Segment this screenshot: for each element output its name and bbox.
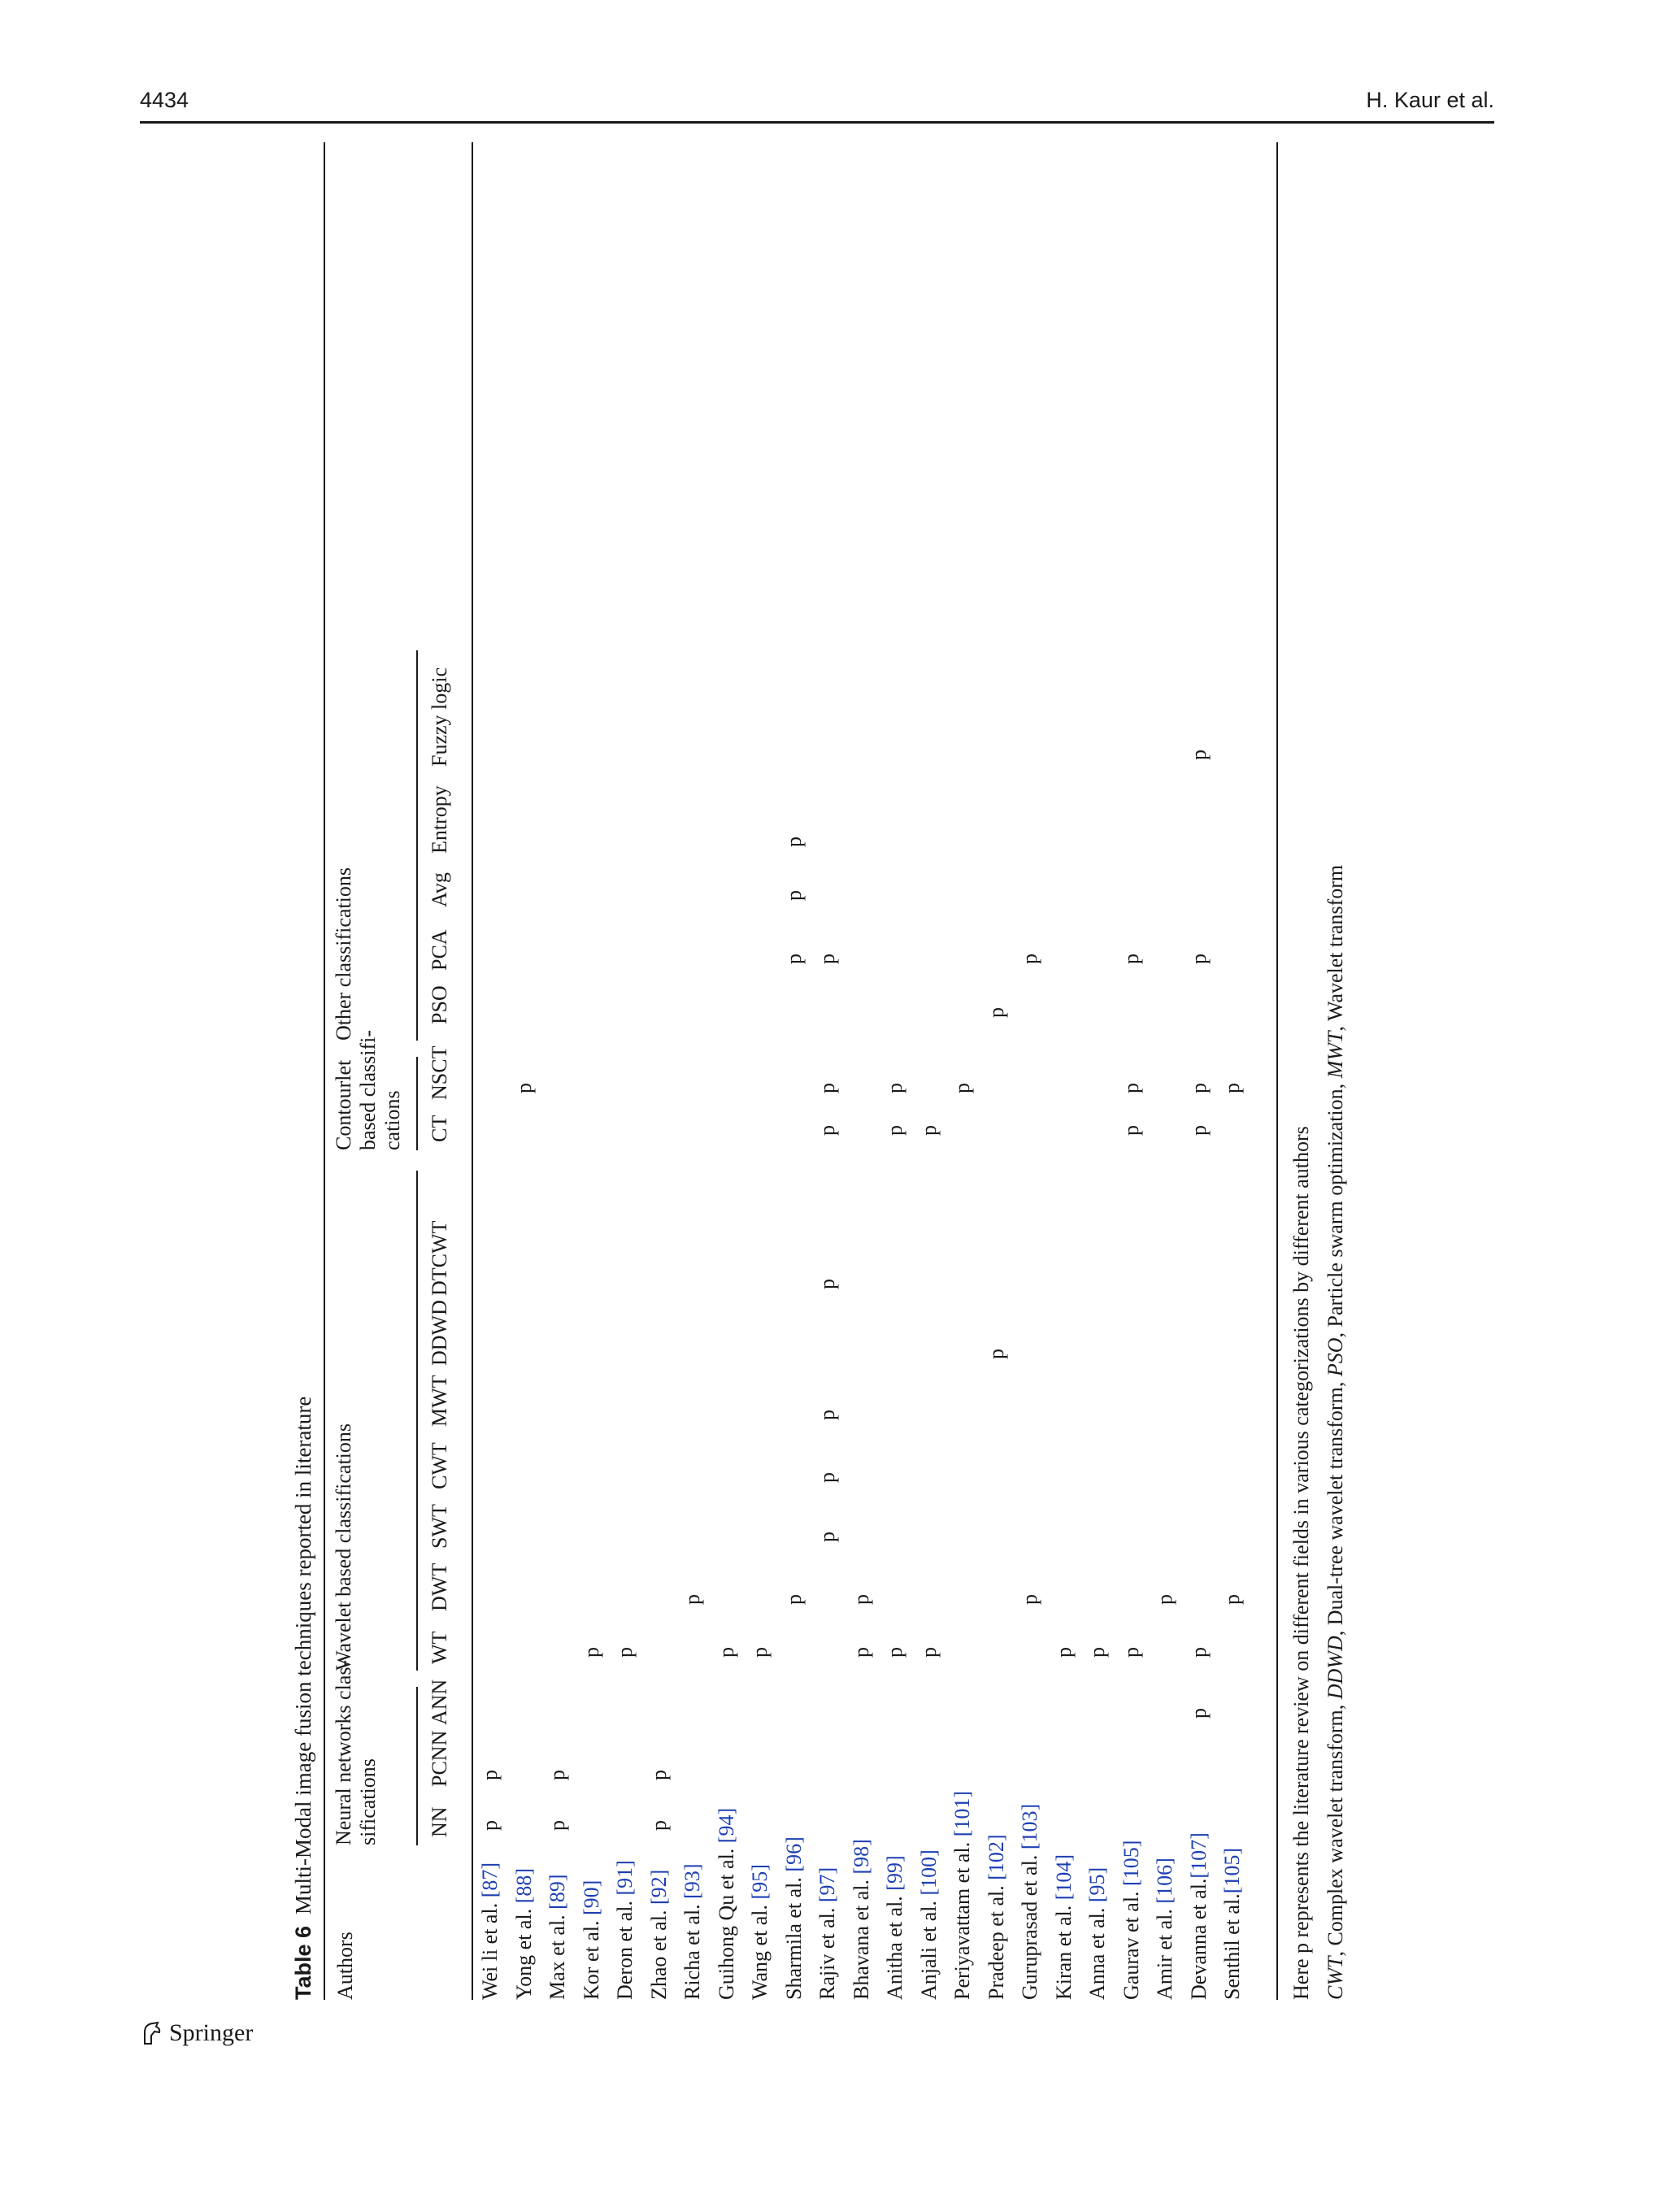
column-header-wt: WT (428, 1631, 451, 1664)
citation-link[interactable]: [89] (546, 1874, 569, 1910)
table-label: Table 6 (291, 1925, 315, 2000)
header-rule (140, 121, 1494, 124)
table-cell-mark: p (815, 1083, 839, 1093)
column-group-header (332, 867, 356, 1041)
table-cell-mark: p (849, 1647, 873, 1658)
column-header-entropy: Entropy (428, 785, 451, 854)
citation-link[interactable]: [104] (1051, 1853, 1076, 1901)
column-header-cwt: CWT (428, 1442, 451, 1489)
table-cell-mark: p (1186, 1647, 1211, 1658)
table-cell-mark: p (1119, 1125, 1143, 1136)
citation-link[interactable]: [100] (916, 1849, 941, 1896)
column-group-title-line: Neural networks clas- (332, 1659, 355, 1845)
column-group-rule (416, 650, 418, 1041)
citation-link[interactable]: [102] (984, 1834, 1008, 1880)
author-name: Wang et al. (748, 1899, 772, 2000)
author-name: Richa et al. (680, 1898, 704, 2000)
publisher-name: Springer (169, 2019, 254, 2046)
abbreviation-definition: , Particle swarm optimization, (1324, 1078, 1347, 1338)
column-header-mwt: MWT (428, 1375, 451, 1427)
table-note: Here p represents the literature review on different fields in various categorizations by different authors (1289, 1126, 1313, 2000)
table-cell-mark: p (646, 1770, 671, 1780)
column-group-title-line: Contourlet (332, 1059, 355, 1150)
citation-link[interactable]: [91] (613, 1860, 637, 1896)
table-row-author (883, 1855, 907, 2000)
author-name: Zhao et al. (646, 1905, 671, 2000)
author-name: Pradeep et al. (984, 1880, 1008, 2000)
table-cell-mark: p (1186, 1083, 1211, 1093)
column-header-nsct: NSCT (428, 1045, 451, 1100)
citation-link[interactable]: [96] (781, 1836, 806, 1872)
table-abbreviations (1324, 865, 1348, 2000)
table-row-author (1187, 1832, 1211, 2000)
table-cell-mark: p (646, 1820, 671, 1831)
table-row-author (782, 1836, 806, 2000)
running-authors: H. Kaur et al. (1366, 88, 1494, 112)
author-name: Anjali et al. (916, 1895, 941, 2000)
table-row-author (647, 1870, 672, 2000)
column-header-fuzzy-logic: Fuzzy logic (428, 667, 451, 767)
table-cell-mark: p (815, 1410, 839, 1420)
table-top-rule (324, 142, 325, 2000)
author-name: Wei li et al. (478, 1897, 502, 2000)
citation-link[interactable]: [97] (815, 1867, 839, 1903)
table-cell-mark: p (478, 1820, 502, 1831)
abbreviation-definition: , Complex wavelet transform, (1324, 1699, 1347, 1957)
column-group-header (332, 1030, 405, 1150)
table-row-author (715, 1808, 739, 2000)
author-name: Guihong Qu et al. (714, 1843, 738, 2000)
publisher-logo (140, 2019, 253, 2047)
citation-link[interactable]: [92] (646, 1869, 671, 1906)
table-cell-mark: p (1153, 1594, 1176, 1605)
citation-link[interactable]: [95] (1085, 1867, 1109, 1903)
table-cell-mark: p (546, 1820, 569, 1831)
column-group-rule (416, 1687, 418, 1845)
table-row-author (613, 1860, 637, 2000)
author-name: Devanna et al. (1186, 1878, 1211, 2000)
table-cell-mark: p (1220, 1594, 1244, 1605)
table-cell-mark: p (1119, 1647, 1143, 1658)
author-name: Amir et al. (1153, 1903, 1176, 2000)
table-row-author (512, 1868, 537, 2000)
column-group-title-line: based classifi- (356, 1029, 380, 1150)
table-cell-mark: p (546, 1770, 569, 1780)
table-cell-mark: p (1186, 954, 1211, 964)
table-cell-mark: p (815, 954, 839, 964)
table-cell-mark: p (748, 1647, 772, 1658)
table-cell-mark: p (815, 1472, 839, 1483)
table-cell-mark: p (1186, 1708, 1211, 1719)
table-cell-mark: p (478, 1770, 502, 1780)
table-cell-mark: p (511, 1083, 536, 1093)
table-cell-mark: p (579, 1647, 603, 1658)
column-group-title-line: Wavelet based classifications (332, 1423, 355, 1671)
springer-horse-icon (140, 2021, 163, 2045)
column-header-nn: NN (428, 1806, 451, 1837)
table-caption (291, 1397, 316, 2000)
citation-link[interactable]: [88] (511, 1867, 536, 1904)
column-group-title-line: cations (380, 1090, 404, 1150)
author-name: Rajiv et al. (815, 1902, 839, 2000)
citation-link[interactable]: [87] (478, 1862, 502, 1898)
column-header-avg: Avg (428, 872, 451, 907)
table-cell-mark: p (883, 1083, 906, 1093)
table-cell-mark: p (1186, 750, 1211, 760)
table-cell-mark: p (916, 1647, 941, 1658)
citation-link[interactable]: [98] (849, 1839, 873, 1875)
table-cell-mark: p (781, 837, 806, 847)
table-cell-mark: p (1018, 1594, 1041, 1605)
abbreviation-definition: , Dual-tree wavelet transform, (1324, 1376, 1347, 1636)
citation-link[interactable]: [93] (680, 1863, 704, 1899)
abbreviation-term: CWT (1324, 1956, 1347, 2000)
author-name: Deron et al. (613, 1895, 637, 2000)
citation-link[interactable]: [105] (1220, 1847, 1244, 1894)
citation-link[interactable]: [107] (1186, 1832, 1211, 1879)
table-row-author (815, 1867, 840, 2000)
page-number: 4434 (140, 88, 189, 112)
table-row-author (478, 1862, 502, 2000)
table-row-author (1220, 1848, 1245, 2000)
table-cell-mark: p (1051, 1647, 1076, 1658)
table-cell-mark: p (714, 1647, 738, 1658)
abbreviation-term: DDWD (1324, 1636, 1347, 1700)
table-cell-mark: p (781, 1594, 806, 1605)
author-name: Anitha et al. (883, 1890, 906, 2000)
table-cell-mark: p (815, 1125, 839, 1136)
table-bottom-rule (1276, 142, 1278, 2000)
table-row-author (1018, 1804, 1042, 2000)
abbreviation-term: PSO (1324, 1337, 1347, 1377)
citation-link[interactable]: [103] (1018, 1803, 1041, 1850)
table-row-author (1119, 1840, 1144, 2000)
column-header-swt: SWT (428, 1504, 451, 1549)
author-name: Sharmila et al. (781, 1871, 806, 2000)
author-name: Anna et al. (1085, 1902, 1109, 2000)
table-cell-mark: p (916, 1125, 941, 1136)
author-name: Senthil et al. (1220, 1893, 1244, 2000)
table-row-author (580, 1880, 604, 2000)
column-header-pso: PSO (428, 985, 451, 1024)
column-group-title-line: sifications (356, 1758, 380, 1845)
table-cell-mark: p (1220, 1083, 1244, 1093)
citation-link[interactable]: [106] (1153, 1858, 1176, 1904)
column-header-pca: PCA (428, 929, 451, 971)
author-name: Max et al. (546, 1909, 569, 2000)
abbreviation-definition: , Wavelet transform (1324, 864, 1347, 1032)
column-group-rule (416, 1171, 418, 1671)
column-header-dwt: DWT (428, 1562, 451, 1611)
table-row-author (985, 1834, 1009, 2000)
authors-header: Authors (333, 1932, 357, 2000)
table-header-rule (472, 142, 473, 2000)
table-cell-mark: p (1018, 954, 1041, 964)
citation-link[interactable]: [105] (1119, 1840, 1143, 1886)
table-row-author (680, 1863, 705, 2000)
column-header-ct: CT (428, 1115, 451, 1142)
author-name: Kor et al. (579, 1915, 603, 2000)
table-row-author (1052, 1854, 1076, 2000)
column-header-dtcwt: DTCWT (428, 1220, 451, 1296)
table-cell-mark: p (781, 890, 806, 901)
author-name: Bhavana et al. (849, 1874, 873, 2000)
author-name: Guruprasad et al. (1018, 1849, 1041, 2000)
citation-link[interactable]: [94] (714, 1807, 738, 1844)
table-row-author (850, 1839, 874, 2000)
table-cell-mark: p (883, 1647, 906, 1658)
table-row-author (917, 1849, 941, 2000)
table-cell-mark: p (1186, 1125, 1211, 1136)
rotated-table (285, 142, 1423, 2000)
column-group-header (332, 1660, 380, 1845)
author-name: Yong et al. (511, 1903, 536, 2000)
table-row-author (950, 1791, 975, 2000)
table-cell-mark: p (950, 1083, 974, 1093)
running-head (140, 88, 1494, 124)
column-header-ddwd: DDWD (428, 1300, 451, 1366)
column-group-header (332, 1423, 356, 1671)
table-cell-mark: p (883, 1125, 906, 1136)
table-cell-mark: p (815, 1532, 839, 1542)
table-cell-mark: p (613, 1647, 637, 1658)
table-title: Multi-Modal image fusion techniques reported in literature (291, 1396, 315, 1914)
table-cell-mark: p (849, 1594, 873, 1605)
citation-link[interactable]: [99] (883, 1855, 906, 1891)
table-cell-mark: p (984, 1349, 1008, 1359)
table-row-author (1085, 1867, 1110, 2000)
table-row-author (1153, 1858, 1177, 2000)
table-cell-mark: p (680, 1594, 704, 1605)
citation-link[interactable]: [95] (748, 1864, 772, 1900)
column-header-pcnn: PCNN (428, 1730, 451, 1787)
table-row-author (748, 1864, 772, 2000)
table-cell-mark: p (1085, 1647, 1109, 1658)
table-cell-mark: p (781, 954, 806, 964)
table-cell-mark: p (815, 1279, 839, 1289)
table-row-author (546, 1874, 570, 2000)
column-group-title-line: Other classifications (332, 867, 355, 1041)
author-name: Gaurav et al. (1119, 1885, 1143, 2000)
citation-link[interactable]: [101] (950, 1790, 974, 1837)
abbreviation-term: MWT (1324, 1031, 1347, 1079)
author-name: Periyavattam et al. (950, 1836, 974, 2000)
citation-link[interactable]: [90] (579, 1880, 603, 1916)
author-name: Kiran et al. (1051, 1900, 1076, 2000)
table-cell-mark: p (1119, 1083, 1143, 1093)
column-header-ann: ANN (428, 1679, 451, 1725)
column-group-rule (416, 1057, 418, 1150)
table-cell-mark: p (1119, 954, 1143, 964)
table-cell-mark: p (984, 1007, 1008, 1018)
